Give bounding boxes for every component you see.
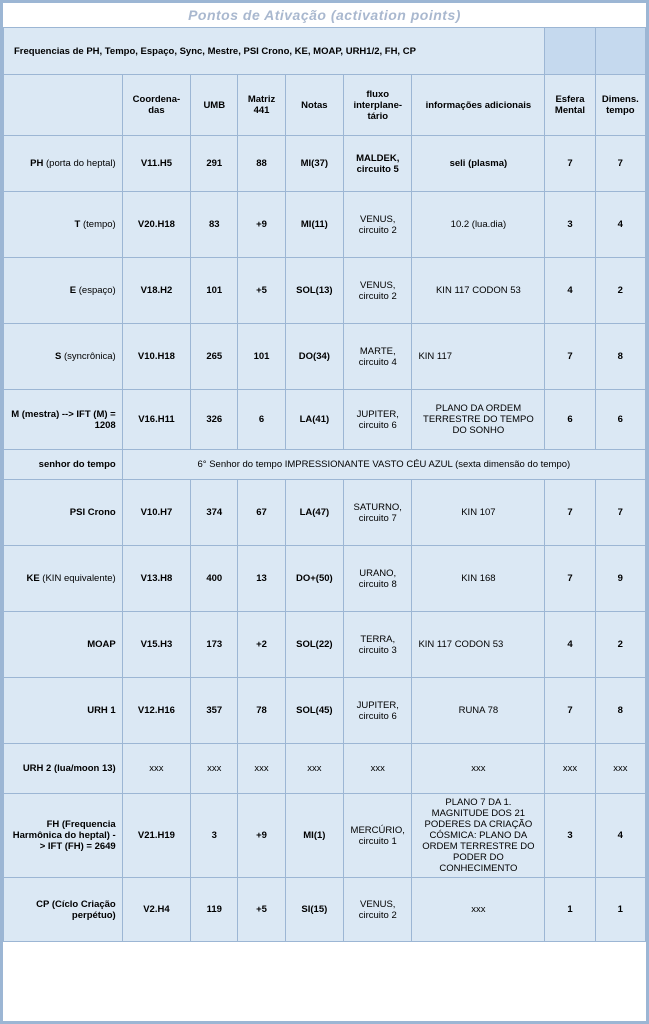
cell-notas: SOL(22) [285,612,343,678]
table-row-senhor-do-tempo [4,450,646,480]
cell-notas: DO(34) [285,324,343,390]
header-umb: UMB [191,75,238,136]
cell-notas: LA(41) [285,390,343,450]
row-label-s-main: S [55,351,62,362]
cell-fluxo: xxx [344,744,412,794]
cell-matriz: 6 [238,390,285,450]
cell-info: xxx [412,878,545,942]
cell-coordenadas: V2.H4 [122,878,190,942]
table-banner-row [4,28,646,75]
header-dimens [595,75,645,136]
cell-notas: MI(11) [285,192,343,258]
cell-umb: 3 [191,794,238,878]
cell-notas: DO+(50) [285,546,343,612]
cell-dimens: 8 [595,324,645,390]
row-label-s [4,324,123,390]
table-row [4,678,646,744]
header-coordenadas-line1: Coordena- [132,94,181,105]
header-matriz [238,75,285,136]
table-row [4,258,646,324]
cell-esfera: 7 [545,136,595,192]
cell-notas: xxx [285,744,343,794]
cell-matriz: +5 [238,878,285,942]
cell-notas: SOL(45) [285,678,343,744]
cell-info: KIN 168 [412,546,545,612]
cell-coordenadas: V10.H7 [122,480,190,546]
header-matriz-line1: Matriz [247,94,276,105]
table-row [4,546,646,612]
cell-dimens: 2 [595,258,645,324]
cell-fluxo: VENUS, circuito 2 [344,192,412,258]
cell-dimens: 6 [595,390,645,450]
cell-esfera: 4 [545,612,595,678]
cell-matriz: 101 [238,324,285,390]
table-row [4,794,646,878]
cell-coordenadas: V21.H19 [122,794,190,878]
header-dimens-line1: Dimens. [601,94,639,105]
banner-filler-dimens [595,28,645,75]
cell-coordenadas: V11.H5 [122,136,190,192]
row-label-ph [4,136,123,192]
header-fluxo [344,75,412,136]
cell-fluxo: MALDEK, circuito 5 [344,136,412,192]
cell-info: PLANO DA ORDEM TERRESTRE DO TEMPO DO SONHO [412,390,545,450]
cell-dimens: 1 [595,878,645,942]
cell-matriz: +9 [238,192,285,258]
row-label-psi-crono [4,480,123,546]
row-label-t [4,192,123,258]
cell-esfera: 7 [545,546,595,612]
cell-notas: MI(37) [285,136,343,192]
row-label-ke [4,546,123,612]
cell-info: 10.2 (lua.dia) [412,192,545,258]
table-header-row [4,75,646,136]
cell-info: KIN 117 CODON 53 [412,258,545,324]
cell-umb: 119 [191,878,238,942]
cell-notas: SI(15) [285,878,343,942]
cell-dimens: 4 [595,192,645,258]
row-label-ke-main: KE [26,573,40,584]
row-label-ke-rest: (KIN equivalente) [39,573,116,584]
cell-senhor-do-tempo-text: 6° Senhor do tempo IMPRESSIONANTE VASTO CÉU AZUL (sexta dimensão do tempo) [122,450,645,480]
table-row [4,192,646,258]
row-label-m: M (mestra) --> IFT (M) = 1208 [4,390,123,450]
cell-matriz: 67 [238,480,285,546]
cell-esfera: 3 [545,192,595,258]
cell-info: KIN 117 CODON 53 [412,612,545,678]
page-title: Pontos de Ativação (activation points) [188,7,461,23]
table-row [4,744,646,794]
table-row [4,480,646,546]
cell-fluxo: SATURNO, circuito 7 [344,480,412,546]
row-label-e-rest: (espaço) [76,285,116,296]
row-label-e-main: E [69,285,77,296]
table-row [4,324,646,390]
row-label-ph-main: PH [30,158,44,169]
cell-esfera: 3 [545,794,595,878]
cell-esfera: 4 [545,258,595,324]
header-dimens-line2: tempo [606,105,635,116]
table-row [4,136,646,192]
cell-info: KIN 117 [412,324,545,390]
row-label-s-rest: (syncrônica) [61,351,116,362]
header-matriz-line2: 441 [253,105,270,116]
cell-umb: 83 [191,192,238,258]
cell-umb: 265 [191,324,238,390]
row-label-psi-crono-main: PSI Crono [69,507,116,518]
cell-dimens: 9 [595,546,645,612]
cell-info: KIN 107 [412,480,545,546]
cell-umb: 326 [191,390,238,450]
cell-fluxo: VENUS, circuito 2 [344,878,412,942]
cell-coordenadas: V10.H18 [122,324,190,390]
header-fluxo-line1: fluxo [366,88,390,100]
cell-fluxo: MARTE, circuito 4 [344,324,412,390]
cell-coordenadas: V18.H2 [122,258,190,324]
cell-fluxo: JUPITER, circuito 6 [344,678,412,744]
cell-info: PLANO 7 DA 1. MAGNITUDE DOS 21 PODERES DA CRIAÇÃO CÓSMICA: PLANO DA ORDEM TERRESTRE DO PODER DO CONHECIMENTO [412,794,545,878]
activation-points-table [3,27,646,942]
cell-coordenadas: V15.H3 [122,612,190,678]
cell-umb: xxx [191,744,238,794]
cell-umb: 101 [191,258,238,324]
cell-dimens: 2 [595,612,645,678]
row-label-urh2: URH 2 (lua/moon 13) [4,744,123,794]
cell-coordenadas: V20.H18 [122,192,190,258]
cell-dimens: xxx [595,744,645,794]
cell-info: RUNA 78 [412,678,545,744]
header-informacoes: informações adicionais [412,75,545,136]
header-fluxo-line3: tário [367,110,389,122]
header-esfera [545,75,595,136]
cell-matriz: +5 [238,258,285,324]
cell-esfera: xxx [545,744,595,794]
cell-matriz: 78 [238,678,285,744]
table-row [4,612,646,678]
cell-coordenadas: xxx [122,744,190,794]
cell-matriz: 13 [238,546,285,612]
cell-matriz: xxx [238,744,285,794]
cell-dimens: 8 [595,678,645,744]
cell-esfera: 7 [545,678,595,744]
cell-esfera: 1 [545,878,595,942]
cell-notas: LA(47) [285,480,343,546]
row-label-e [4,258,123,324]
cell-dimens: 4 [595,794,645,878]
row-label-moap: MOAP [4,612,123,678]
row-label-t-rest: (tempo) [80,219,116,230]
row-label-ph-rest: (porta do heptal) [43,158,116,169]
table-row [4,390,646,450]
cell-umb: 357 [191,678,238,744]
table-row [4,878,646,942]
header-coordenadas-line2: das [148,105,165,116]
banner-title: Frequencias de PH, Tempo, Espaço, Sync, Mestre, PSI Crono, KE, MOAP, URH1/2, FH, CP [4,28,545,75]
cell-info: xxx [412,744,545,794]
cell-esfera: 7 [545,324,595,390]
cell-notas: MI(1) [285,794,343,878]
cell-fluxo: MERCÚRIO, circuito 1 [344,794,412,878]
cell-coordenadas: V13.H8 [122,546,190,612]
cell-esfera: 6 [545,390,595,450]
cell-coordenadas: V12.H16 [122,678,190,744]
row-label-senhor-do-tempo: senhor do tempo [4,450,123,480]
cell-coordenadas: V16.H11 [122,390,190,450]
cell-fluxo: VENUS, circuito 2 [344,258,412,324]
header-empty [4,75,123,136]
banner-filler-esfera [545,28,595,75]
cell-info: seli (plasma) [412,136,545,192]
row-label-cp: CP (Cíclo Criação perpétuo) [4,878,123,942]
header-fluxo-line2: interplane- [353,99,403,111]
header-esfera-line1: Esfera [555,94,585,105]
cell-fluxo: JUPITER, circuito 6 [344,390,412,450]
row-label-t-main: T [74,219,81,230]
cell-umb: 374 [191,480,238,546]
cell-umb: 400 [191,546,238,612]
cell-notas: SOL(13) [285,258,343,324]
header-esfera-line2: Mental [554,105,586,116]
cell-fluxo: TERRA, circuito 3 [344,612,412,678]
row-label-urh1: URH 1 [4,678,123,744]
row-label-fh: FH (Frequencia Harmônica do heptal) -> IFT (FH) = 2649 [4,794,123,878]
cell-dimens: 7 [595,480,645,546]
cell-fluxo: URANO, circuito 8 [344,546,412,612]
cell-matriz: 88 [238,136,285,192]
cell-umb: 173 [191,612,238,678]
cell-dimens: 7 [595,136,645,192]
header-coordenadas [122,75,190,136]
header-notas: Notas [285,75,343,136]
cell-matriz: +2 [238,612,285,678]
cell-esfera: 7 [545,480,595,546]
document-title-bar [3,3,646,27]
cell-matriz: +9 [238,794,285,878]
cell-umb: 291 [191,136,238,192]
